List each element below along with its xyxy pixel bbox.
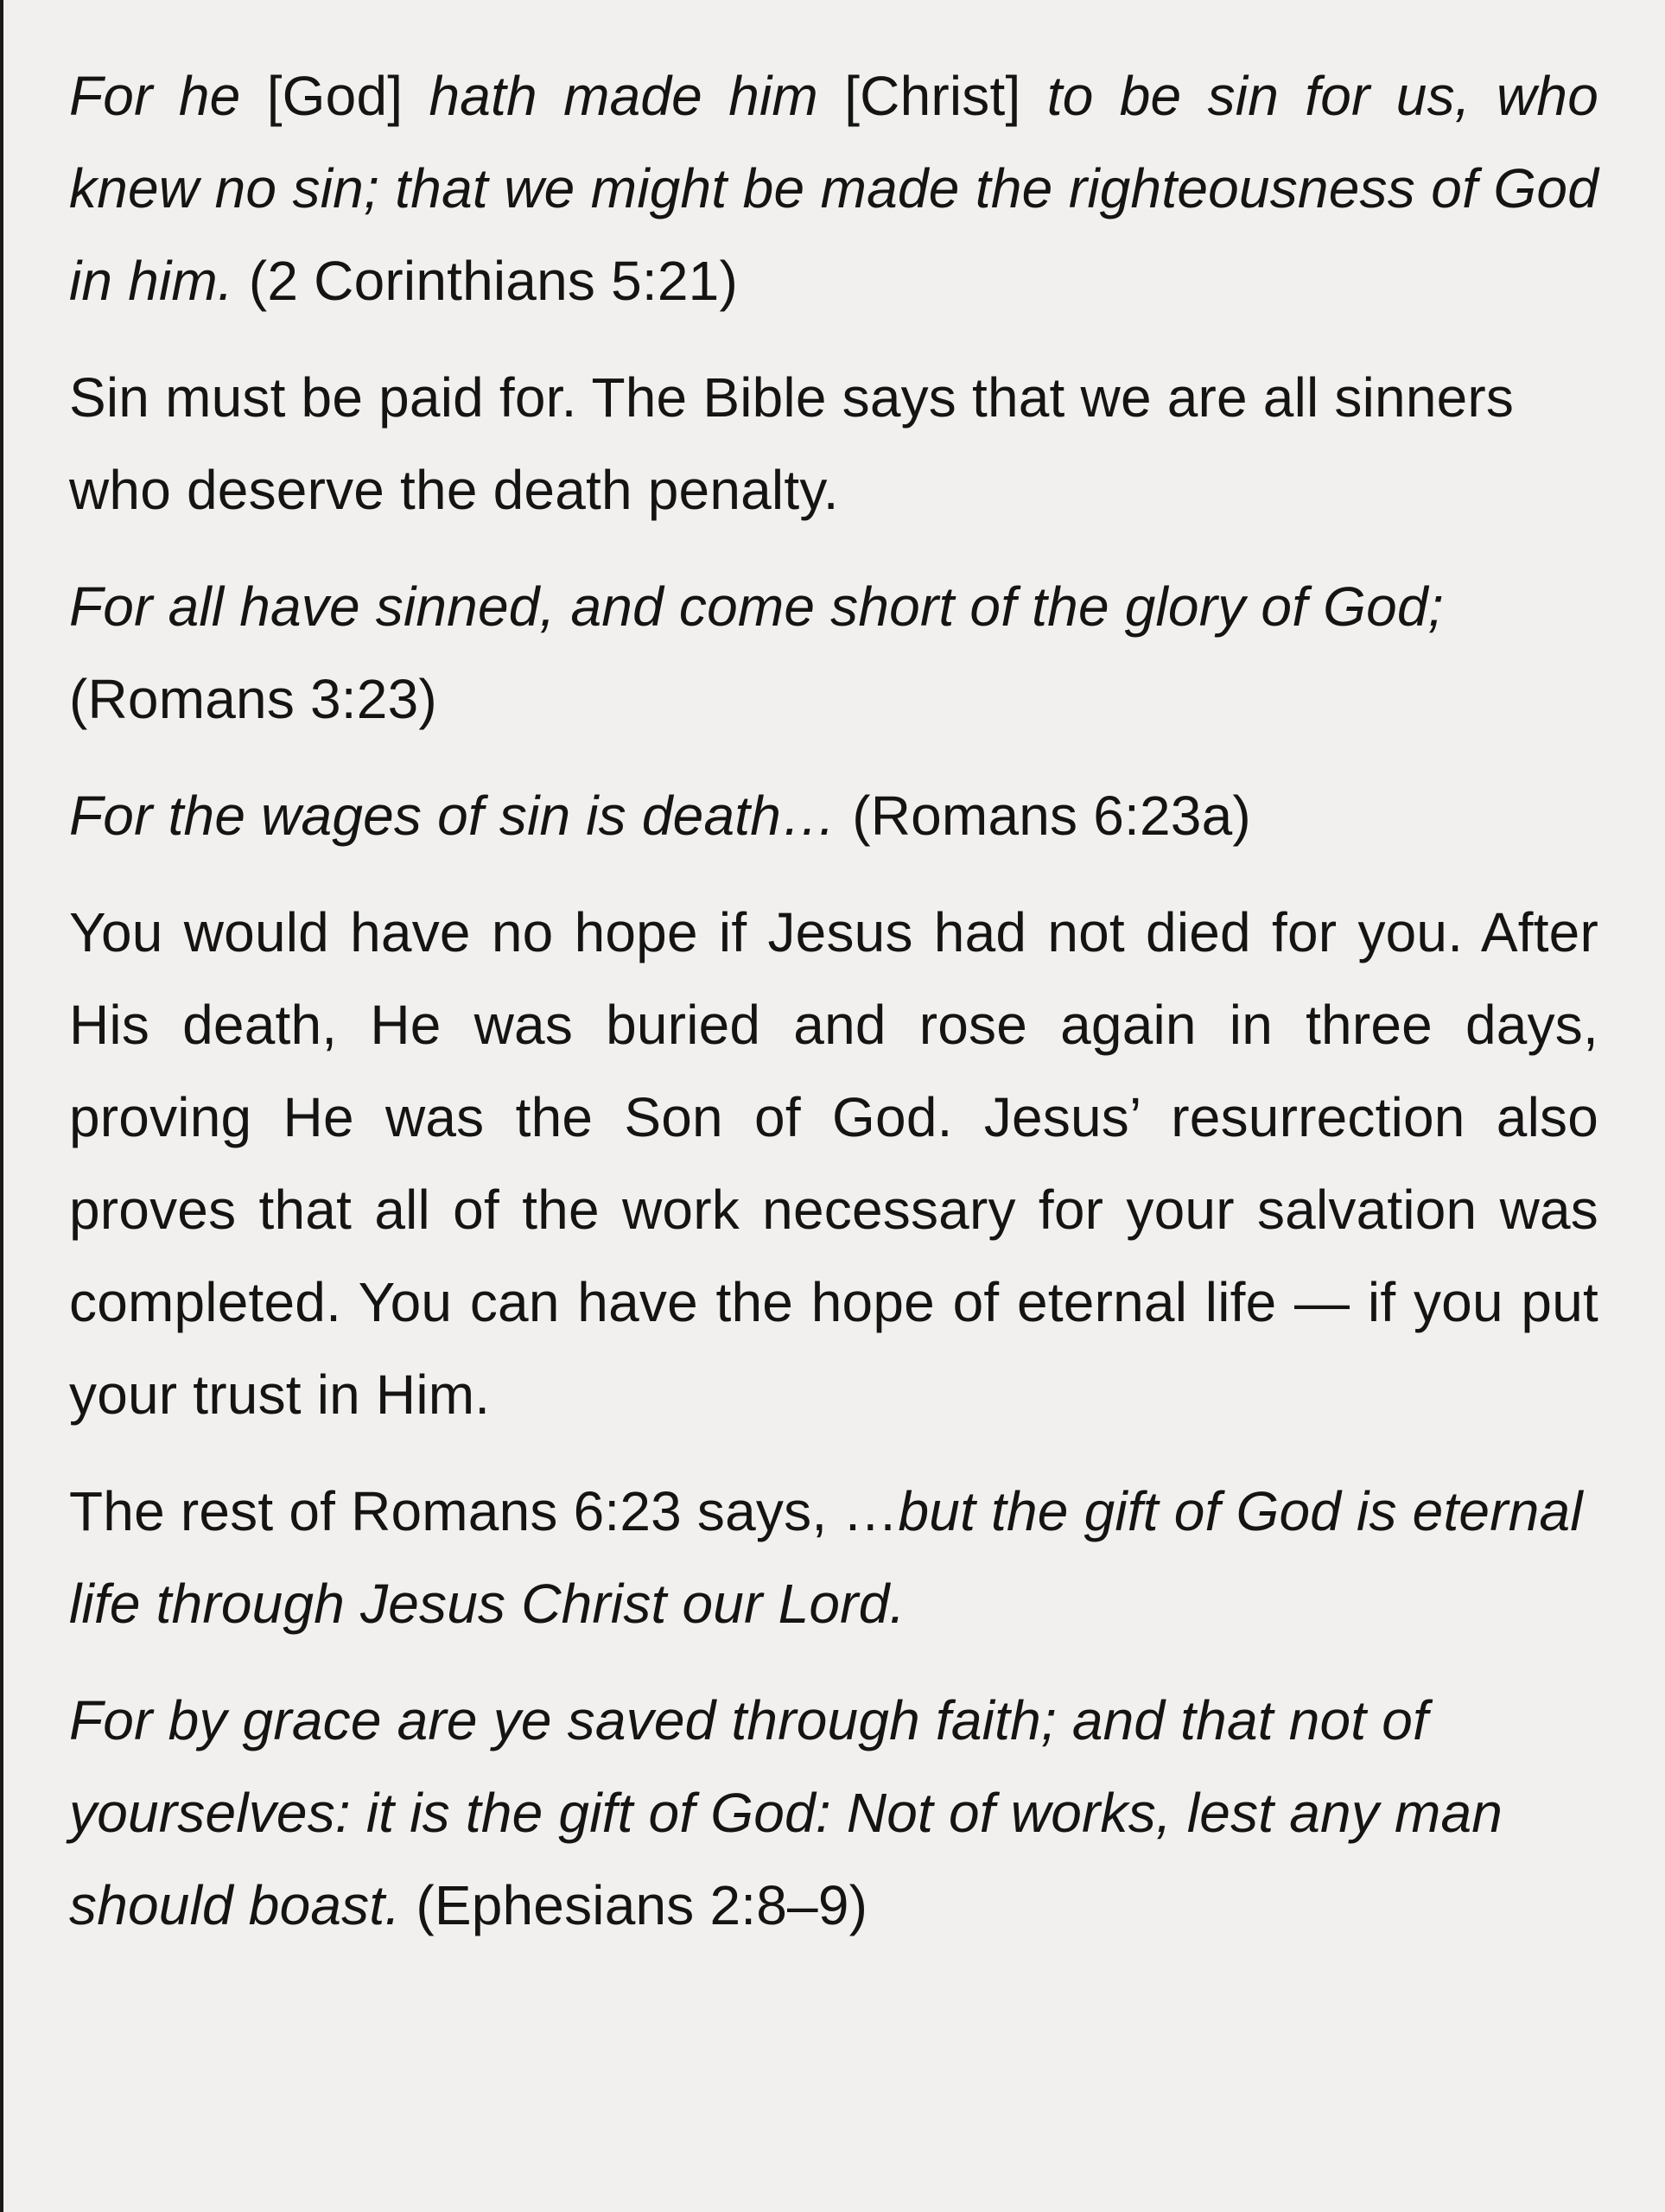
scripture-reference: (2 Corinthians 5:21) — [248, 250, 738, 312]
text-segment: [God] — [266, 65, 429, 127]
text-segment: For he — [69, 65, 267, 127]
text-segment: to be sin for us, who knew no sin; that we might be made the righteousness of God in him. — [69, 65, 1598, 312]
text-segment: but the gift of God is eternal life through Jesus Christ our Lord. — [69, 1480, 1583, 1635]
text-segment: You would have no hope if Jesus had not died for you. After His death, He was buried and rose again in three days, proving He was the Son of God. Jesus’ resurrection also proves that all of the work necessary for your salvation was completed. You can have the hope of eternal life — if you put your trust in Him. — [69, 901, 1598, 1426]
text-segment: Sin must be paid for. The Bible says that we are all sinners who deserve the death penalty. — [69, 366, 1515, 521]
scripture-reference: (Romans 3:23) — [69, 668, 437, 730]
page-edge — [0, 0, 3, 2212]
text-segment: [Christ] — [844, 65, 1047, 127]
paragraph-ephesians-2-8-9 — [69, 1675, 1598, 1952]
paragraph-sin-must-be-paid — [69, 352, 1598, 537]
text-segment: For all have sinned, and come short of the glory of God; — [69, 575, 1444, 638]
text-segment: For by grace are ye saved through faith; and that not of yourselves: it is the gift of God: Not of works, lest any man should boast. — [69, 1689, 1503, 1936]
scripture-reference: (Romans 6:23a) — [852, 785, 1251, 847]
text-segment: For the wages of sin is death… — [69, 785, 853, 847]
text-segment: The rest of Romans 6:23 says, … — [69, 1480, 899, 1542]
paragraph-romans-6-23a — [69, 770, 1598, 862]
paragraph-rest-of-romans-6-23 — [69, 1465, 1598, 1650]
paragraph-hope-in-jesus — [69, 887, 1598, 1441]
paragraph-2-corinthians-5-21 — [69, 50, 1598, 327]
scripture-reference: (Ephesians 2:8–9) — [416, 1874, 868, 1936]
document-body — [69, 50, 1598, 1976]
text-segment: hath made him — [429, 65, 845, 127]
paragraph-romans-3-23 — [69, 561, 1598, 746]
